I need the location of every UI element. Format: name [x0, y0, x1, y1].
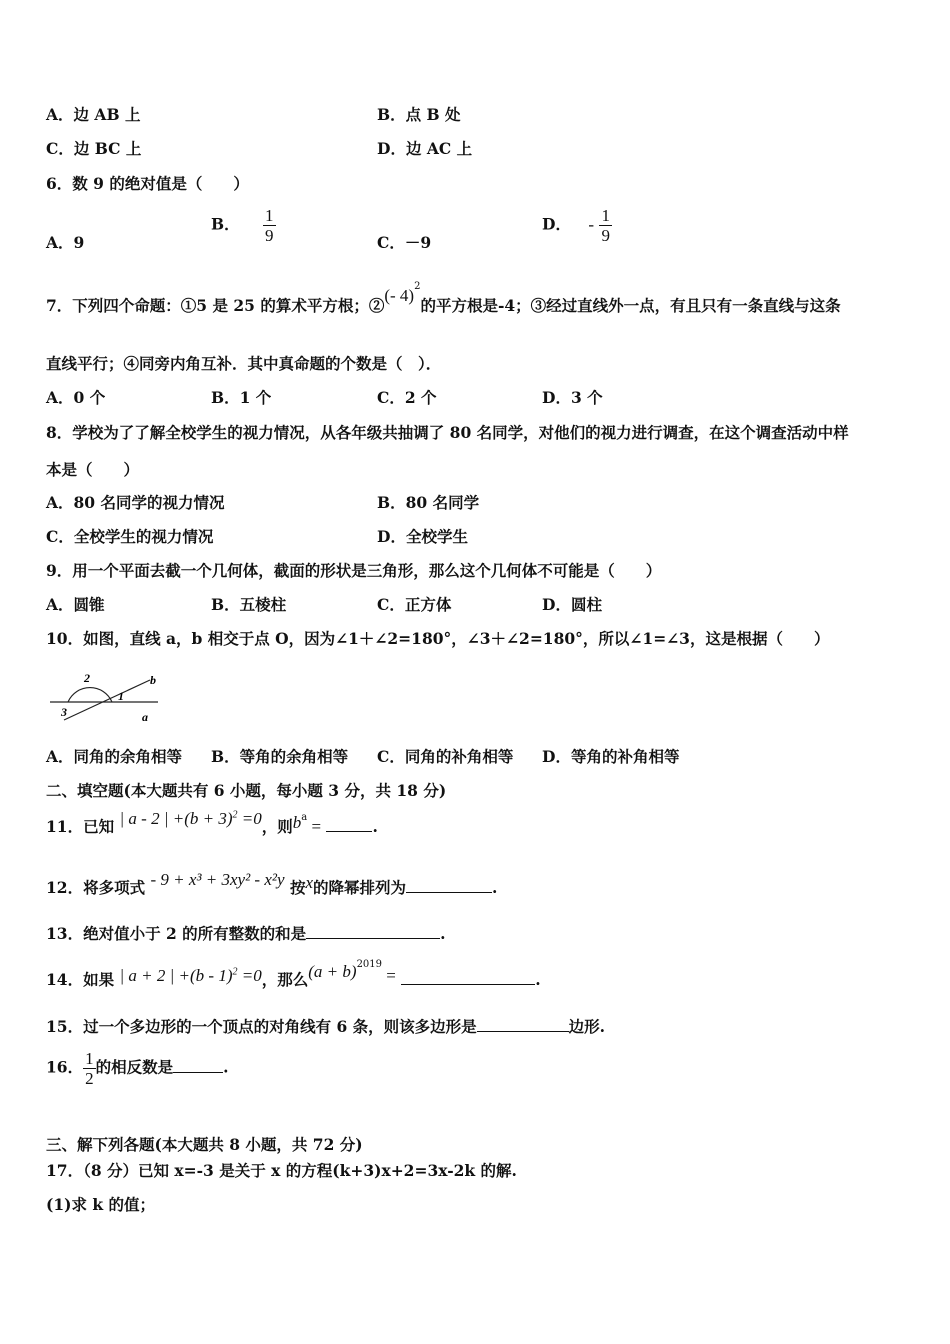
q9-option-c: C．正方体	[377, 595, 452, 614]
label-1: 1	[118, 689, 124, 703]
q11: 11．已知 | a - 2 | $+(b + 3)^2 =0$，则$b^a$ = .	[46, 809, 378, 836]
q7-stem-line1: 7．下列四个命题：①5 是 25 的算术平方根；②(- 4)$^2$的平方根是-4；③经过直线外一点，有且只有一条直线与这条	[46, 280, 841, 315]
q7-option-a: A．0 个	[46, 388, 106, 407]
q5-option-a: A．边 AB 上	[46, 105, 141, 124]
q10-option-d: D．等角的补角相等	[542, 747, 680, 766]
section-3-heading: 三、解下列各题(本大题共 8 小题，共 72 分)	[46, 1135, 363, 1154]
q5-option-c: C．边 BC 上	[46, 139, 142, 158]
q5-option-d: D．边 AC 上	[377, 139, 473, 158]
q7-option-d: D．3 个	[542, 388, 603, 407]
q10-option-c: C．同角的补角相等	[377, 747, 514, 766]
q10-option-a: A．同角的余角相等	[46, 747, 183, 766]
fraction-numerator: 1	[601, 206, 610, 225]
q5-option-b: B．点 B 处	[377, 105, 461, 124]
q9-option-d: D．圆柱	[542, 595, 602, 614]
answer-blank	[401, 970, 535, 985]
q17-stem: 17．（8 分）已知 x=-3 是关于 x 的方程(k+3)x+2=3x-2k 的解.	[46, 1161, 517, 1180]
label-3: 3	[61, 705, 67, 719]
q16: 16． $\frac{1}{2}$ 的相反数是 .	[46, 1049, 229, 1088]
q8-option-d: D．全校学生	[377, 527, 468, 546]
q7-option-c: C．2 个	[377, 388, 437, 407]
q6-option-a: A．9	[46, 233, 85, 252]
q7-stem-line2: 直线平行；④同旁内角互补．其中真命题的个数是（ ）．	[46, 354, 442, 373]
q17-part1: (1)求 k 的值；	[46, 1195, 155, 1214]
q9-option-a: A．圆锥	[46, 595, 105, 614]
answer-blank	[326, 817, 372, 832]
answer-blank	[477, 1017, 569, 1032]
q13: 13．绝对值小于 2 的所有整数的和是 .	[46, 924, 446, 943]
q9-stem: 9．用一个平面去截一个几何体，截面的形状是三角形，那么这个几何体不可能是（ ）	[46, 561, 662, 580]
q8-option-c: C．全校学生的视力情况	[46, 527, 214, 546]
fraction-numerator: 1	[265, 206, 274, 225]
label-2: 2	[84, 671, 90, 685]
q10-option-b: B．等角的余角相等	[211, 747, 349, 766]
q9-option-b: B．五棱柱	[211, 595, 287, 614]
answer-blank	[173, 1058, 223, 1073]
intersecting-lines-figure	[46, 666, 166, 728]
q7-option-b: B．1 个	[211, 388, 272, 407]
q8-stem-line1: 8．学校为了了解全校学生的视力情况，从各年级共抽调了 80 名同学，对他们的视力进行调查，在这个调查活动中样	[46, 423, 849, 442]
q6-option-b: B． $\frac{1}{9}$	[211, 206, 274, 245]
q8-stem-line2: 本是（ ）	[46, 460, 140, 479]
q14: 14．如果 | a + 2 | +(b - 1)$^2$ =0，那么$(a + b)^{2019}$ = .	[46, 958, 541, 989]
label-a: a	[142, 710, 148, 724]
angle-2-arc	[68, 688, 112, 702]
q8-option-a: A．80 名同学的视力情况	[46, 493, 225, 512]
answer-blank	[406, 878, 492, 893]
q6-option-d: D． - $\frac{1}{9}$	[542, 206, 610, 245]
q12: 12．将多项式 - 9 + x³ + 3xy² - x²y 按x的降幂排列为 .	[46, 870, 498, 897]
label-b: b	[150, 673, 156, 687]
q6-option-c: C．－9	[377, 233, 432, 252]
section-2-heading: 二、填空题(本大题共有 6 小题，每小题 3 分，共 18 分)	[46, 781, 447, 800]
fraction-numerator: 1	[85, 1049, 94, 1068]
fraction-denominator: 2	[85, 1069, 94, 1088]
q10-stem: 10．如图，直线 a，b 相交于点 O，因为∠1＋∠2=180°，∠3＋∠2=180°，所以∠1=∠3，这是根据（ ）	[46, 629, 830, 648]
line-b	[64, 680, 150, 720]
fraction-denominator: 9	[265, 226, 274, 245]
fraction-denominator: 9	[601, 226, 610, 245]
answer-blank	[306, 924, 440, 939]
q6-stem: 6．数 9 的绝对值是（ ）	[46, 174, 249, 193]
q8-option-b: B．80 名同学	[377, 493, 480, 512]
q15: 15．过一个多边形的一个顶点的对角线有 6 条，则该多边形是 边形.	[46, 1017, 606, 1036]
